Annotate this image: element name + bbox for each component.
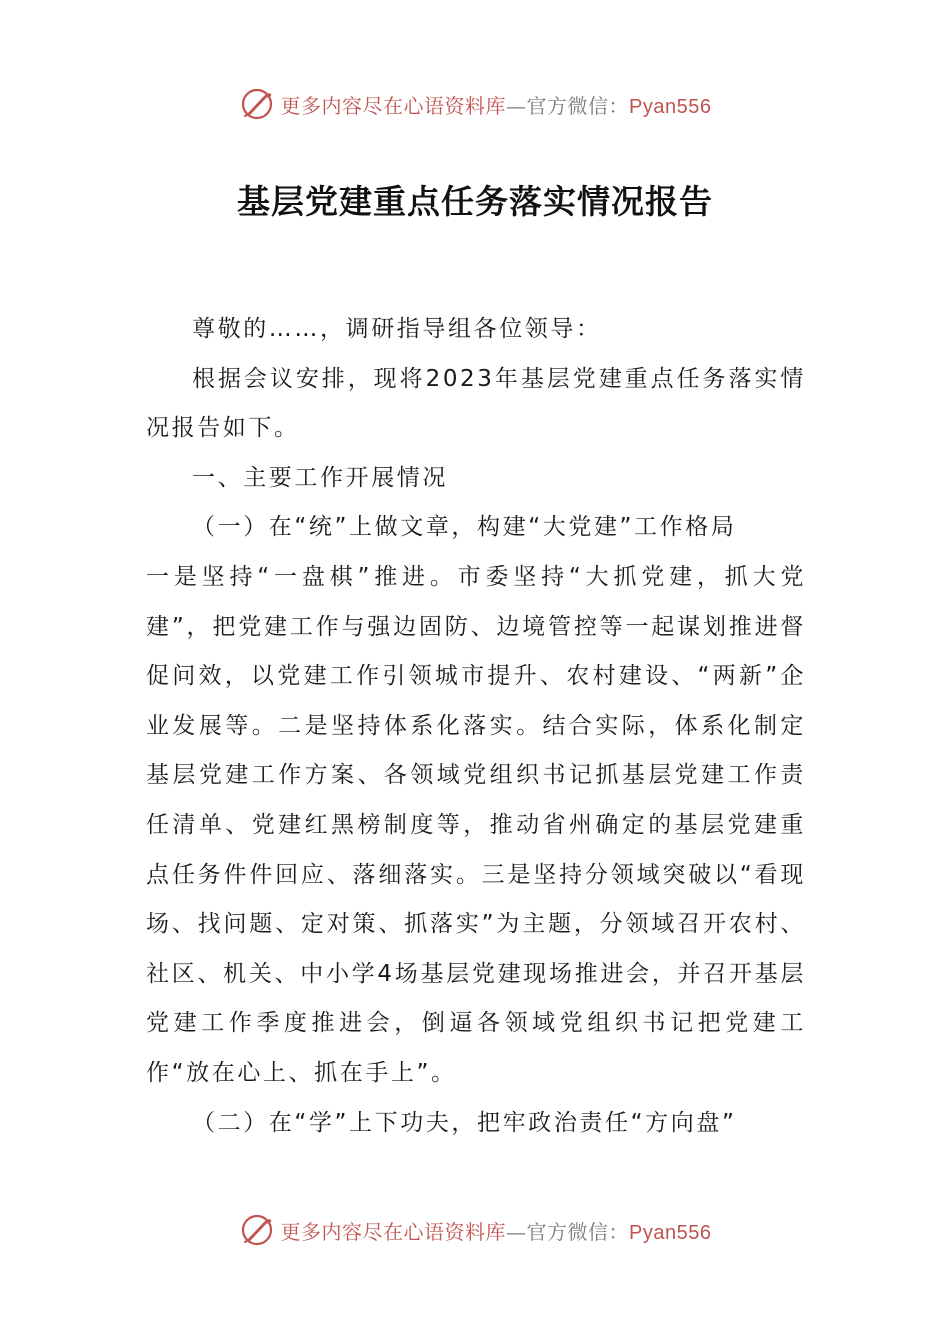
watermark-text (281, 90, 712, 119)
watermark-red-text: 更多内容尽在心语资料库 (280, 93, 507, 118)
watermark-banner-bottom (0, 1210, 950, 1250)
watermark-id-text: Pyan556 (629, 1221, 712, 1244)
quill-pen-logo-icon (239, 1212, 275, 1248)
watermark-gray-text: —官方微信： (506, 93, 630, 118)
watermark-text (281, 1216, 712, 1245)
watermark-red-text: 更多内容尽在心语资料库 (280, 1219, 507, 1244)
salutation-paragraph: 尊敬的……，调研指导组各位领导： (192, 316, 602, 342)
watermark-banner-top (0, 84, 950, 124)
quill-pen-logo-icon (239, 86, 275, 122)
document-title: 基层党建重点任务落实情况报告 (237, 182, 713, 221)
document-body (146, 305, 806, 1148)
section-heading-1: 一、主要工作开展情况 (192, 464, 448, 491)
body-paragraph-1: 一是坚持“一盘棋”推进。市委坚持“大抓党建，抓大党建”，把党建工作与强边固防、边境管控等一起谋划推进督促问效，以党建工作引领城市提升、农村建设、“两新”企业发展等。二是坚持体系化落实。结合实际，体系化制定基层党建工作方案、各领域党组织书记抓基层党建工作责任清单、党建红黑榜制度等，推动省州确定的基层党建重点任务件件回应、落细落实。三是坚持分领域突破以“看现场、找问题、定对策、抓落实”为主题，分领域召开农村、社区、机关、中小学4场基层党建现场推进会，并召开基层党建工作季度推进会，倒逼各领域党组织书记把党建工作“放在心上、抓在手上”。 (146, 563, 806, 1086)
intro-paragraph: 根据会议安排，现将2023年基层党建重点任务落实情况报告如下。 (146, 365, 806, 442)
subsection-heading-1: （一）在“统”上做文章，构建“大党建”工作格局 (192, 514, 737, 541)
watermark-gray-text: —官方微信： (506, 1219, 630, 1244)
watermark-id-text: Pyan556 (629, 95, 712, 118)
subsection-heading-2: （二）在“学”上下功夫，把牢政治责任“方向盘” (192, 1109, 737, 1136)
